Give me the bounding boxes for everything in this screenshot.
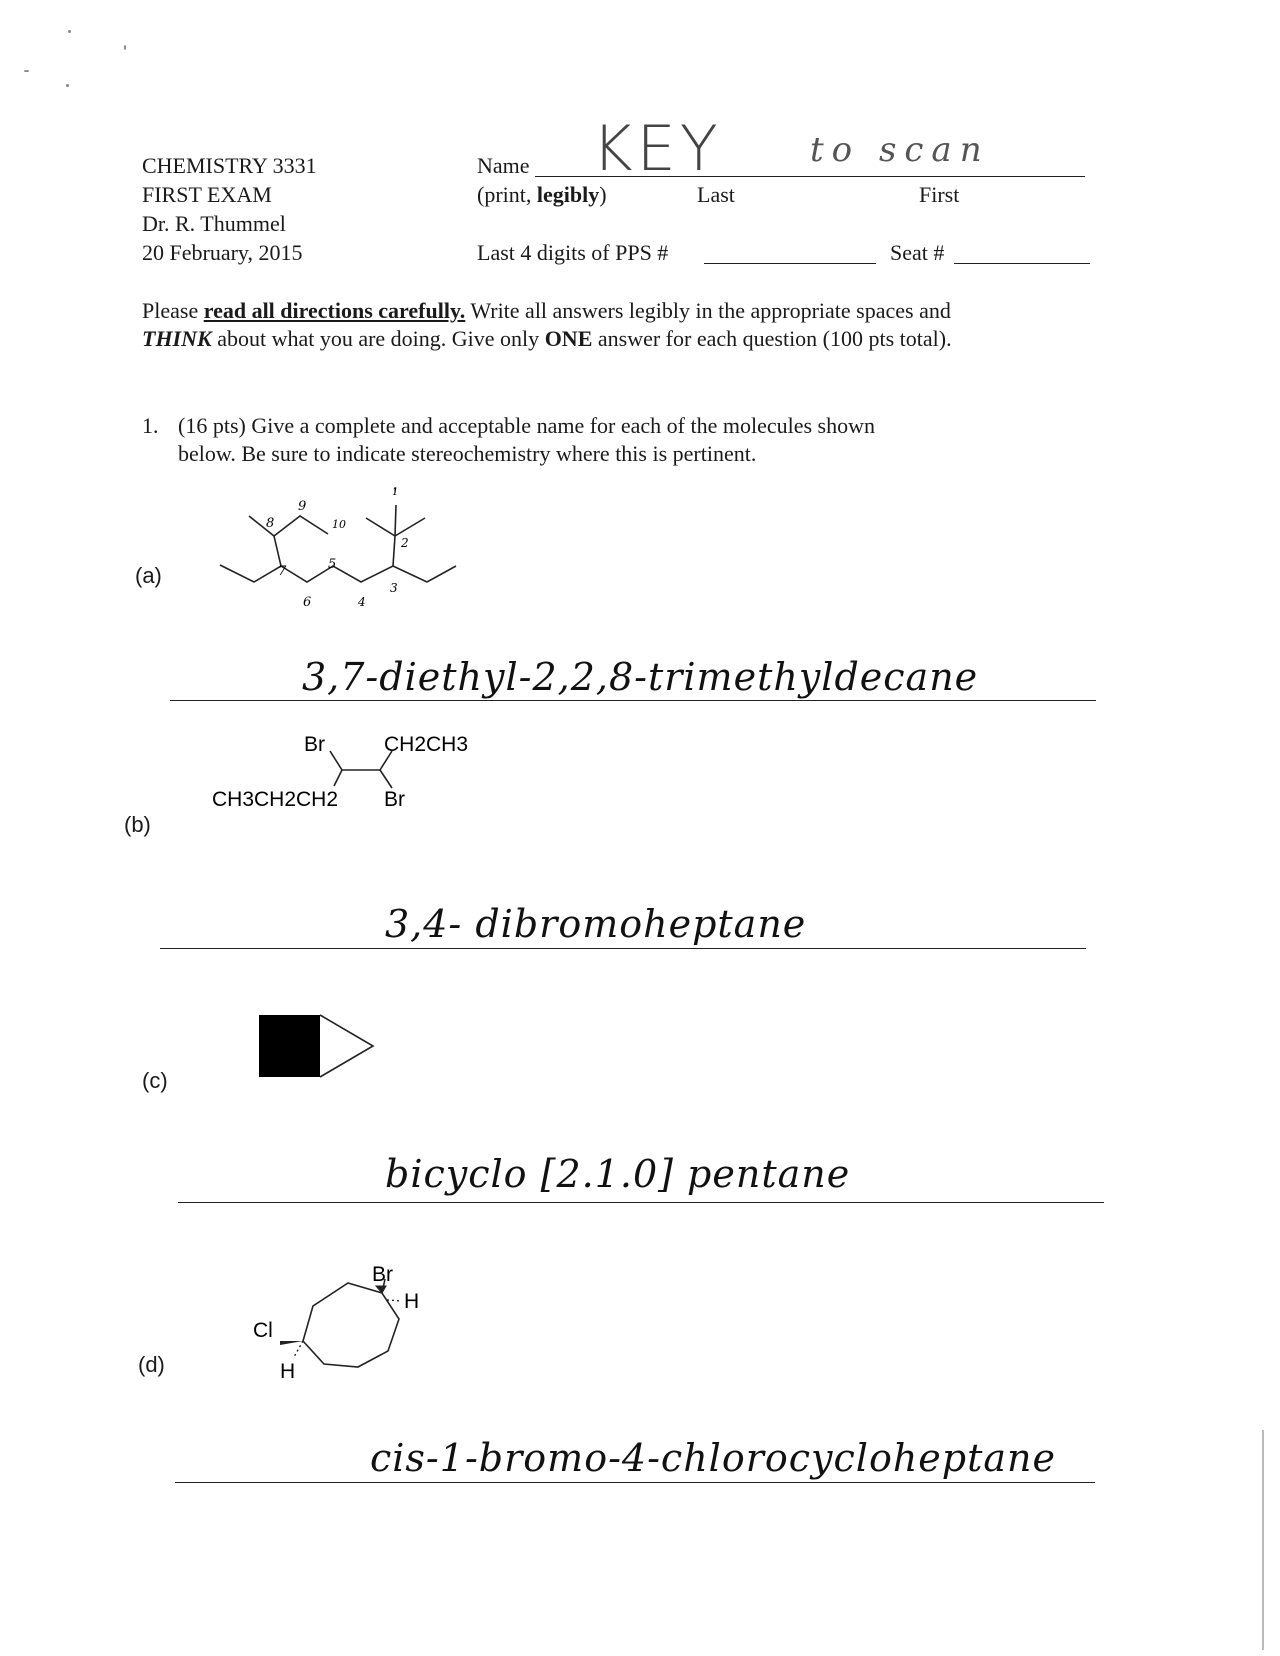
pps-field-line[interactable] — [704, 263, 876, 264]
carbon-number-7: 7 — [278, 564, 287, 579]
exam-date: 20 February, 2015 — [142, 240, 303, 265]
bromine-bottom: Br — [384, 788, 405, 811]
answer-a-line — [170, 700, 1096, 701]
answer-d[interactable]: cis-1-bromo-4-chlorocycloheptane — [370, 1436, 1056, 1480]
part-c-label: (c) — [142, 1068, 168, 1093]
part-b-label: (b) — [124, 812, 151, 837]
scan-speck — [68, 30, 71, 33]
hydrogen-top: H — [404, 1290, 420, 1313]
ethyl-group: CH2CH3 — [384, 733, 469, 756]
bromine-label: Br — [372, 1263, 393, 1286]
first-label: First — [919, 182, 960, 207]
name-value-last[interactable]: KEY — [592, 112, 722, 185]
scan-speck — [66, 84, 69, 87]
propyl-group: CH3CH2CH2 — [212, 788, 339, 811]
course-title: CHEMISTRY 3331 — [142, 153, 317, 178]
question-text: (16 pts) Give a complete and acceptable name for each of the molecules shown below. Be sure to indicate stereochemistry where this is pertinent. — [178, 413, 875, 466]
carbon-number-3: 3 — [390, 581, 398, 595]
carbon-number-10: 10 — [332, 518, 346, 531]
scan-edge-line — [1262, 1430, 1264, 1650]
molecule-a — [210, 482, 470, 612]
seat-field-line[interactable] — [954, 263, 1090, 264]
molecule-c — [255, 1010, 385, 1090]
carbon-number-9: 9 — [298, 499, 307, 514]
name-label: Name — [477, 153, 530, 178]
seat-label: Seat # — [890, 240, 945, 265]
carbon-number-4: 4 — [358, 595, 366, 609]
part-d-label: (d) — [138, 1352, 165, 1377]
answer-c-line — [178, 1202, 1104, 1203]
carbon-number-6: 6 — [303, 595, 312, 610]
question-number: 1. — [142, 413, 159, 438]
answer-b[interactable]: 3,4- dibromoheptane — [385, 902, 807, 946]
carbon-number-5: 5 — [328, 557, 337, 572]
chlorine-label: Cl — [253, 1319, 273, 1342]
answer-c[interactable]: bicyclo [2.1.0] pentane — [385, 1152, 851, 1196]
carbon-number-1: 1 — [392, 487, 399, 498]
part-a-label: (a) — [135, 563, 162, 588]
scan-speck — [124, 45, 126, 50]
instructions: Please read all directions carefully. Write all answers legibly in the appropriate spaces and THINK about what you are doing. Give only ONE answer for each question (100 pts total). — [142, 298, 952, 351]
instructor: Dr. R. Thummel — [142, 211, 286, 236]
hydrogen-bottom: H — [280, 1360, 296, 1383]
name-value-first[interactable]: to scan — [810, 130, 990, 170]
scan-speck — [24, 70, 29, 72]
last-label: Last — [697, 182, 735, 207]
carbon-number-8: 8 — [266, 516, 275, 531]
bromine-top: Br — [304, 733, 325, 756]
pps-label: Last 4 digits of PPS # — [477, 240, 669, 265]
answer-d-line — [175, 1482, 1095, 1483]
answer-b-line — [160, 948, 1086, 949]
print-hint: (print, legibly) — [477, 182, 607, 207]
carbon-number-2: 2 — [401, 536, 409, 550]
answer-a[interactable]: 3,7-diethyl-2,2,8-trimethyldecane — [302, 655, 979, 699]
molecule-d — [250, 1262, 430, 1392]
molecule-b — [210, 725, 490, 825]
exam-title: FIRST EXAM — [142, 182, 272, 207]
